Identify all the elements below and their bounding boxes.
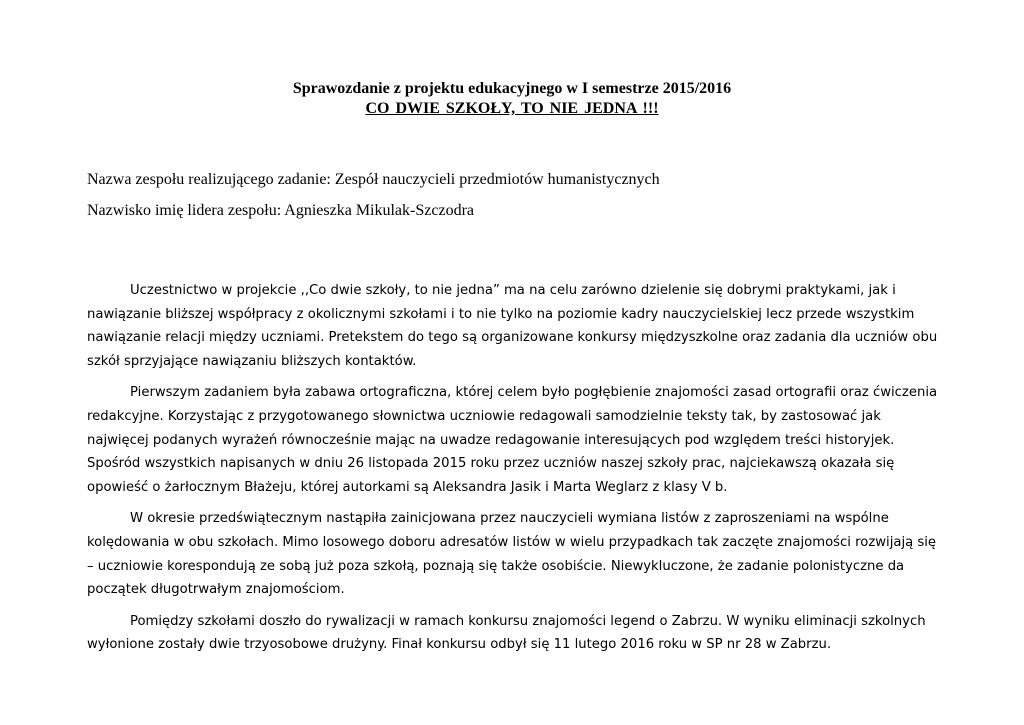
report-body: [87, 279, 942, 665]
paragraph: Pierwszym zadaniem była zabawa ortograficzna, której celem było pogłębienie znajomości zasad ortografii oraz ćwiczenia redakcyjne. Korzystając z przygotowanego słownictwa uczniowie redagowali samodzielnie teksty tak, by zastosować jak najwięcej podanych wyrażeń równocześnie mając na uwadze redagowanie interesujących pod względem treści historyjek. Spośród wszystkich napisanych w dniu 26 listopada 2015 roku przez uczniów naszej szkoły prac, najciekawszą okazała się opowieść o żarłocznym Błażeju, której autorkami są Aleksandra Jasik i Marta Weglarz z klasy V b.: [87, 385, 938, 495]
report-title: Sprawozdanie z projektu edukacyjnego w I semestrze 2015/2016: [292, 80, 732, 97]
project-title: [0, 99, 1024, 119]
paragraph: Pomiędzy szkołami doszło do rywalizacji w ramach konkursu znajomości legend o Zabrzu. W wyniku eliminacji szkolnych wyłonione zostały dwie trzyosobowe drużyny. Finał konkursu odbył się 11 lutego 2016 roku w SP nr 28 w Zabrzu.: [87, 613, 926, 653]
paragraph: W okresie przedświątecznym nastąpiła zainicjowana przez nauczycieli wymiana listów z zaproszeniami na wspólne kolędowania w obu szkołach. Mimo losowego doboru adresatów listów w wielu przypadkach tak zaczęte znajomości rozwijają się – uczniowie korespondują ze sobą już poza szkołą, poznają się także osobiście. Niewykluczone, że zadanie polonistyczne da początek długotrwałym znajomościom.: [87, 511, 937, 598]
team-name-line: Nazwa zespołu realizującego zadanie: Zespół nauczycieli przedmiotów humanistycznych: [87, 171, 660, 188]
paragraph: Uczestnictwo w projekcie ,,Co dwie szkoły, to nie jedna” ma na celu zarówno dzielenie się dobrymi praktykami, jak i nawiązanie bliższej współpracy z okolicznymi szkołami i to nie tylko na poziomie kadry nauczycielskiej lecz przede wszystkim nawiązanie relacji między uczniami. Pretekstem do tego są organizowane konkursy międzyszkolne oraz zadania dla uczniów obu szkół sprzyjające nawiązaniu bliższych kontaktów.: [87, 283, 938, 369]
leader-line: Nazwisko imię lidera zespołu: Agnieszka Mikulak-Szczodra: [87, 202, 474, 219]
project-title-text: CO DWIE SZKOŁY, TO NIE JEDNA !!!: [365, 100, 659, 117]
